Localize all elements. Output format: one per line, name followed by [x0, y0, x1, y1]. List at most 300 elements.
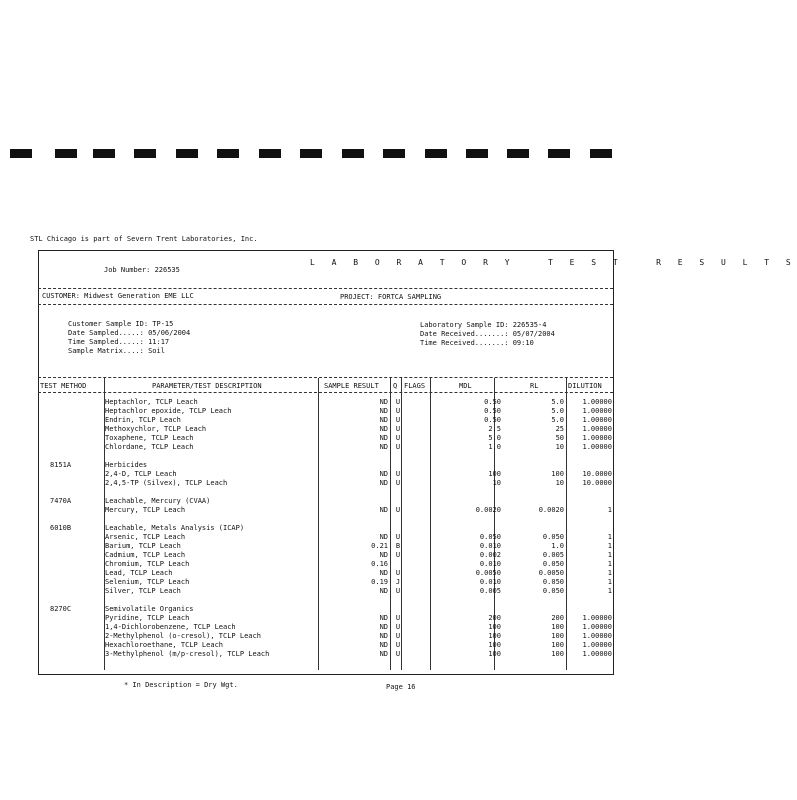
row-rl: 5.0	[551, 398, 564, 406]
results-table	[50, 398, 612, 659]
row-dilution: 1.00000	[582, 614, 612, 622]
row-rl	[501, 596, 564, 605]
row-qualifier: U	[395, 650, 401, 658]
row-mdl: 0.0020	[475, 506, 501, 514]
row-method	[50, 470, 105, 479]
row-qualifier	[388, 488, 408, 497]
row-mdl: 10	[492, 479, 501, 487]
table-row	[50, 632, 612, 641]
page-number: Page 16	[386, 683, 416, 691]
dash-mark	[134, 149, 156, 158]
row-mdl	[448, 515, 501, 524]
row-mdl: 0.002	[479, 551, 501, 559]
table-row	[50, 524, 612, 533]
top-rule	[38, 250, 613, 251]
row-method	[50, 506, 105, 515]
row-dilution: 1	[607, 578, 612, 586]
report-title: L A B O R A T O R Y T E S T R E S U L T S	[310, 258, 797, 267]
row-qualifier: U	[395, 479, 401, 487]
table-row	[50, 587, 612, 596]
row-rl: 0.050	[542, 560, 564, 568]
row-description	[105, 596, 318, 605]
table-row	[50, 488, 612, 497]
row-dilution	[564, 605, 612, 614]
row-mdl: 2.5	[488, 425, 501, 433]
row-flags	[408, 443, 448, 452]
row-rl: 0.005	[542, 551, 564, 559]
row-result	[318, 524, 388, 533]
redaction-strip	[0, 146, 618, 160]
row-flags	[408, 614, 448, 623]
row-flags	[408, 542, 448, 551]
row-qualifier	[388, 596, 408, 605]
dash-mark	[590, 149, 612, 158]
row-method	[50, 578, 105, 587]
table-row	[50, 416, 612, 425]
row-result	[318, 461, 388, 470]
row-dilution: 1.00000	[582, 398, 612, 406]
dash-mark	[466, 149, 488, 158]
row-description: Arsenic, TCLP Leach	[105, 533, 186, 541]
customer-sample-id: Customer Sample ID: TP-15	[68, 320, 174, 328]
row-description: 2,4,5-TP (Silvex), TCLP Leach	[105, 479, 228, 487]
dash-mark	[176, 149, 198, 158]
row-rl	[501, 605, 564, 614]
row-dilution: 1.00000	[582, 407, 612, 415]
row-description: Heptachlor epoxide, TCLP Leach	[105, 407, 232, 415]
row-dilution	[564, 524, 612, 533]
row-flags	[408, 416, 448, 425]
header-top-rule	[38, 377, 613, 378]
table-row	[50, 497, 612, 506]
col-flags: FLAGS	[404, 382, 426, 390]
row-qualifier: U	[395, 434, 401, 442]
row-qualifier: U	[395, 623, 401, 631]
row-flags	[408, 533, 448, 542]
row-qualifier: U	[395, 641, 401, 649]
row-dilution: 10.0000	[582, 470, 612, 478]
row-dilution: 1.00000	[582, 443, 612, 451]
header-bottom-rule	[38, 392, 613, 393]
row-method	[50, 596, 105, 605]
row-qualifier: U	[395, 407, 401, 415]
row-result: ND	[379, 407, 388, 415]
bottom-rule	[38, 674, 613, 675]
lab-sample-id: Laboratory Sample ID: 226535-4	[420, 321, 547, 329]
row-dilution: 1	[607, 542, 612, 550]
project-name: PROJECT: FORTCA SAMPLING	[340, 293, 442, 301]
row-description	[105, 452, 318, 461]
row-qualifier: U	[395, 506, 401, 514]
row-result	[318, 515, 388, 524]
row-dilution	[564, 461, 612, 470]
row-method	[50, 587, 105, 596]
row-result: ND	[379, 551, 388, 559]
row-dilution: 1.00000	[582, 416, 612, 424]
row-mdl	[448, 605, 501, 614]
table-row	[50, 641, 612, 650]
row-mdl	[448, 596, 501, 605]
row-dilution: 1	[607, 569, 612, 577]
row-dilution: 1	[607, 551, 612, 559]
row-description: Hexachloroethane, TCLP Leach	[105, 641, 224, 649]
row-description: 3-Methylphenol (m/p-cresol), TCLP Leach	[105, 650, 270, 658]
row-flags	[408, 470, 448, 479]
row-method	[50, 614, 105, 623]
row-rl	[501, 515, 564, 524]
row-mdl: 0.0050	[475, 569, 501, 577]
row-result	[318, 452, 388, 461]
row-method: 8151A	[50, 461, 72, 469]
row-result	[318, 497, 388, 506]
row-dilution: 1.00000	[582, 425, 612, 433]
row-mdl: 5.0	[488, 434, 501, 442]
row-qualifier: U	[395, 632, 401, 640]
row-method	[50, 398, 105, 407]
row-rl: 0.050	[542, 587, 564, 595]
dash-mark	[217, 149, 239, 158]
row-result: ND	[379, 434, 388, 442]
customer-name: CUSTOMER: Midwest Generation EME LLC	[42, 292, 194, 300]
row-qualifier	[388, 524, 408, 533]
row-flags	[408, 650, 448, 659]
row-method	[50, 443, 105, 452]
row-qualifier: U	[395, 533, 401, 541]
table-row	[50, 596, 612, 605]
row-description: Herbicides	[105, 461, 148, 469]
row-qualifier: U	[395, 425, 401, 433]
time-sampled: Time Sampled.....: 11:17	[68, 338, 170, 346]
row-mdl: 100	[488, 470, 501, 478]
row-flags	[408, 632, 448, 641]
col-rl: RL	[530, 382, 539, 390]
row-mdl: 0.010	[479, 560, 501, 568]
row-result: ND	[379, 470, 388, 478]
row-flags	[408, 407, 448, 416]
row-dilution: 1	[607, 506, 612, 514]
row-mdl	[448, 497, 501, 506]
row-description: Selenium, TCLP Leach	[105, 578, 190, 586]
row-flags	[408, 641, 448, 650]
row-result: ND	[379, 443, 388, 451]
row-rl: 10	[555, 479, 564, 487]
row-qualifier: U	[395, 614, 401, 622]
row-result: 0.16	[371, 560, 388, 568]
dash-mark	[259, 149, 281, 158]
row-dilution: 1.00000	[582, 632, 612, 640]
row-flags	[408, 551, 448, 560]
row-qualifier: U	[395, 569, 401, 577]
row-description: 2,4-D, TCLP Leach	[105, 470, 177, 478]
row-mdl: 200	[488, 614, 501, 622]
row-dilution: 1.00000	[582, 434, 612, 442]
row-method: 8270C	[50, 605, 72, 613]
row-rl: 10	[555, 443, 564, 451]
row-rl	[501, 497, 564, 506]
row-rl	[501, 461, 564, 470]
col-q: Q	[393, 382, 398, 390]
row-description: 1,4-Dichlorobenzene, TCLP Leach	[105, 623, 236, 631]
row-description: Heptachlor, TCLP Leach	[105, 398, 198, 406]
col-result: SAMPLE RESULT	[324, 382, 379, 390]
row-rl: 0.0020	[538, 506, 564, 514]
row-result: ND	[379, 569, 388, 577]
row-mdl: 0.50	[484, 416, 501, 424]
customer-bottom-rule	[38, 304, 613, 305]
row-method: 7470A	[50, 497, 72, 505]
row-flags	[408, 506, 448, 515]
row-result: ND	[379, 632, 388, 640]
row-method	[50, 569, 105, 578]
table-row	[50, 461, 612, 470]
row-flags	[408, 434, 448, 443]
row-result: ND	[379, 614, 388, 622]
row-description: 2-Methylphenol (o-cresol), TCLP Leach	[105, 632, 261, 640]
row-flags	[408, 524, 448, 533]
row-method	[50, 641, 105, 650]
row-description: Cadmium, TCLP Leach	[105, 551, 186, 559]
row-result: ND	[379, 398, 388, 406]
company-line: STL Chicago is part of Severn Trent Laboratories, Inc.	[30, 235, 258, 243]
row-flags	[408, 452, 448, 461]
row-flags	[408, 605, 448, 614]
row-qualifier	[388, 560, 408, 569]
row-qualifier	[388, 497, 408, 506]
row-flags	[408, 560, 448, 569]
row-rl: 100	[551, 623, 564, 631]
table-row	[50, 533, 612, 542]
dash-mark	[300, 149, 322, 158]
row-rl	[501, 452, 564, 461]
table-row	[50, 560, 612, 569]
row-rl: 25	[555, 425, 564, 433]
row-rl: 100	[551, 650, 564, 658]
table-row	[50, 650, 612, 659]
row-qualifier: U	[395, 470, 401, 478]
row-dilution	[564, 488, 612, 497]
table-row	[50, 569, 612, 578]
row-result: ND	[379, 623, 388, 631]
row-method	[50, 434, 105, 443]
table-row	[50, 434, 612, 443]
row-method	[50, 407, 105, 416]
table-row	[50, 425, 612, 434]
row-method	[50, 479, 105, 488]
row-description: Chlordane, TCLP Leach	[105, 443, 194, 451]
row-result: ND	[379, 587, 388, 595]
table-row	[50, 470, 612, 479]
row-dilution	[564, 596, 612, 605]
row-rl: 1.0	[551, 542, 564, 550]
row-flags	[408, 479, 448, 488]
row-description: Barium, TCLP Leach	[105, 542, 181, 550]
row-description: Mercury, TCLP Leach	[105, 506, 186, 514]
row-description: Leachable, Metals Analysis (ICAP)	[105, 524, 245, 532]
row-qualifier	[388, 452, 408, 461]
row-result: 0.19	[371, 578, 388, 586]
table-row	[50, 443, 612, 452]
row-result: ND	[379, 533, 388, 541]
row-method	[50, 650, 105, 659]
time-received: Time Received.......: 09:10	[420, 339, 534, 347]
row-mdl: 0.010	[479, 578, 501, 586]
row-result: ND	[379, 506, 388, 514]
row-flags	[408, 488, 448, 497]
row-mdl: 1.0	[488, 443, 501, 451]
row-result: ND	[379, 479, 388, 487]
row-description: Methoxychlor, TCLP Leach	[105, 425, 207, 433]
row-mdl: 0.50	[484, 407, 501, 415]
row-method	[50, 416, 105, 425]
row-flags	[408, 578, 448, 587]
row-qualifier: U	[395, 443, 401, 451]
row-qualifier: U	[395, 416, 401, 424]
row-method	[50, 542, 105, 551]
row-description: Semivolatile Organics	[105, 605, 194, 613]
row-description: Endrin, TCLP Leach	[105, 416, 181, 424]
table-row	[50, 551, 612, 560]
row-flags	[408, 569, 448, 578]
row-qualifier: U	[395, 551, 401, 559]
row-method	[50, 488, 105, 497]
row-method	[50, 551, 105, 560]
row-method	[50, 623, 105, 632]
table-row	[50, 578, 612, 587]
row-method	[50, 560, 105, 569]
row-dilution: 1	[607, 560, 612, 568]
dash-mark	[507, 149, 529, 158]
row-flags	[408, 596, 448, 605]
row-result: 0.21	[371, 542, 388, 550]
row-mdl: 100	[488, 641, 501, 649]
row-dilution: 1.00000	[582, 623, 612, 631]
table-row	[50, 605, 612, 614]
row-dilution: 1	[607, 533, 612, 541]
row-mdl: 0.50	[484, 398, 501, 406]
row-rl: 5.0	[551, 407, 564, 415]
date-received: Date Received.......: 05/07/2004	[420, 330, 555, 338]
customer-top-rule	[38, 288, 613, 289]
row-mdl: 0.010	[479, 542, 501, 550]
row-method	[50, 632, 105, 641]
dash-mark	[548, 149, 570, 158]
row-rl: 100	[551, 641, 564, 649]
date-sampled: Date Sampled.....: 05/06/2004	[68, 329, 191, 337]
row-flags	[408, 398, 448, 407]
dash-mark	[93, 149, 115, 158]
row-dilution: 1.00000	[582, 650, 612, 658]
row-description	[105, 515, 318, 524]
row-rl: 0.050	[542, 533, 564, 541]
dash-mark	[425, 149, 447, 158]
table-row	[50, 452, 612, 461]
row-qualifier	[388, 461, 408, 470]
row-rl: 0.0050	[538, 569, 564, 577]
row-dilution	[564, 452, 612, 461]
dash-mark	[55, 149, 77, 158]
row-rl	[501, 524, 564, 533]
row-dilution	[564, 497, 612, 506]
row-flags	[408, 425, 448, 434]
row-description: Chromium, TCLP Leach	[105, 560, 190, 568]
row-result: ND	[379, 416, 388, 424]
row-flags	[408, 515, 448, 524]
row-dilution: 1	[607, 587, 612, 595]
row-mdl: 100	[488, 650, 501, 658]
row-rl: 0.050	[542, 578, 564, 586]
row-rl: 100	[551, 470, 564, 478]
row-mdl	[448, 452, 501, 461]
row-mdl	[448, 488, 501, 497]
row-flags	[408, 587, 448, 596]
dash-mark	[383, 149, 405, 158]
results-body	[50, 398, 612, 659]
table-row	[50, 542, 612, 551]
row-rl: 50	[555, 434, 564, 442]
row-flags	[408, 461, 448, 470]
col-method: TEST METHOD	[40, 382, 87, 390]
col-description: PARAMETER/TEST DESCRIPTION	[152, 382, 262, 390]
row-description: Toxaphene, TCLP Leach	[105, 434, 194, 442]
row-qualifier: U	[395, 587, 401, 595]
row-mdl: 100	[488, 623, 501, 631]
table-row	[50, 614, 612, 623]
row-method	[50, 452, 105, 461]
row-method	[50, 425, 105, 434]
row-method	[50, 533, 105, 542]
row-dilution: 10.0000	[582, 479, 612, 487]
job-number: Job Number: 226535	[104, 266, 180, 274]
row-qualifier: B	[395, 542, 401, 550]
row-description	[105, 488, 318, 497]
dash-mark	[10, 149, 32, 158]
table-row	[50, 623, 612, 632]
row-flags	[408, 497, 448, 506]
row-description: Pyridine, TCLP Leach	[105, 614, 190, 622]
row-result: ND	[379, 425, 388, 433]
row-description: Lead, TCLP Leach	[105, 569, 173, 577]
table-row	[50, 515, 612, 524]
row-qualifier: J	[395, 578, 401, 586]
row-description: Leachable, Mercury (CVAA)	[105, 497, 211, 505]
row-dilution: 1.00000	[582, 641, 612, 649]
row-result	[318, 596, 388, 605]
row-result	[318, 605, 388, 614]
row-qualifier	[388, 515, 408, 524]
row-mdl: 0.005	[479, 587, 501, 595]
row-mdl	[448, 461, 501, 470]
row-description: Silver, TCLP Leach	[105, 587, 181, 595]
row-result	[318, 488, 388, 497]
row-mdl: 100	[488, 632, 501, 640]
row-result: ND	[379, 650, 388, 658]
col-mdl: MDL	[459, 382, 472, 390]
row-mdl	[448, 524, 501, 533]
table-row	[50, 407, 612, 416]
sample-matrix: Sample Matrix....: Soil	[68, 347, 165, 355]
row-rl: 200	[551, 614, 564, 622]
footnote: * In Description = Dry Wgt.	[124, 681, 238, 689]
row-qualifier: U	[395, 398, 401, 406]
row-rl: 100	[551, 632, 564, 640]
row-result: ND	[379, 641, 388, 649]
dash-mark	[342, 149, 364, 158]
row-qualifier	[388, 605, 408, 614]
row-dilution	[564, 515, 612, 524]
table-row	[50, 398, 612, 407]
table-row	[50, 479, 612, 488]
row-rl	[501, 488, 564, 497]
